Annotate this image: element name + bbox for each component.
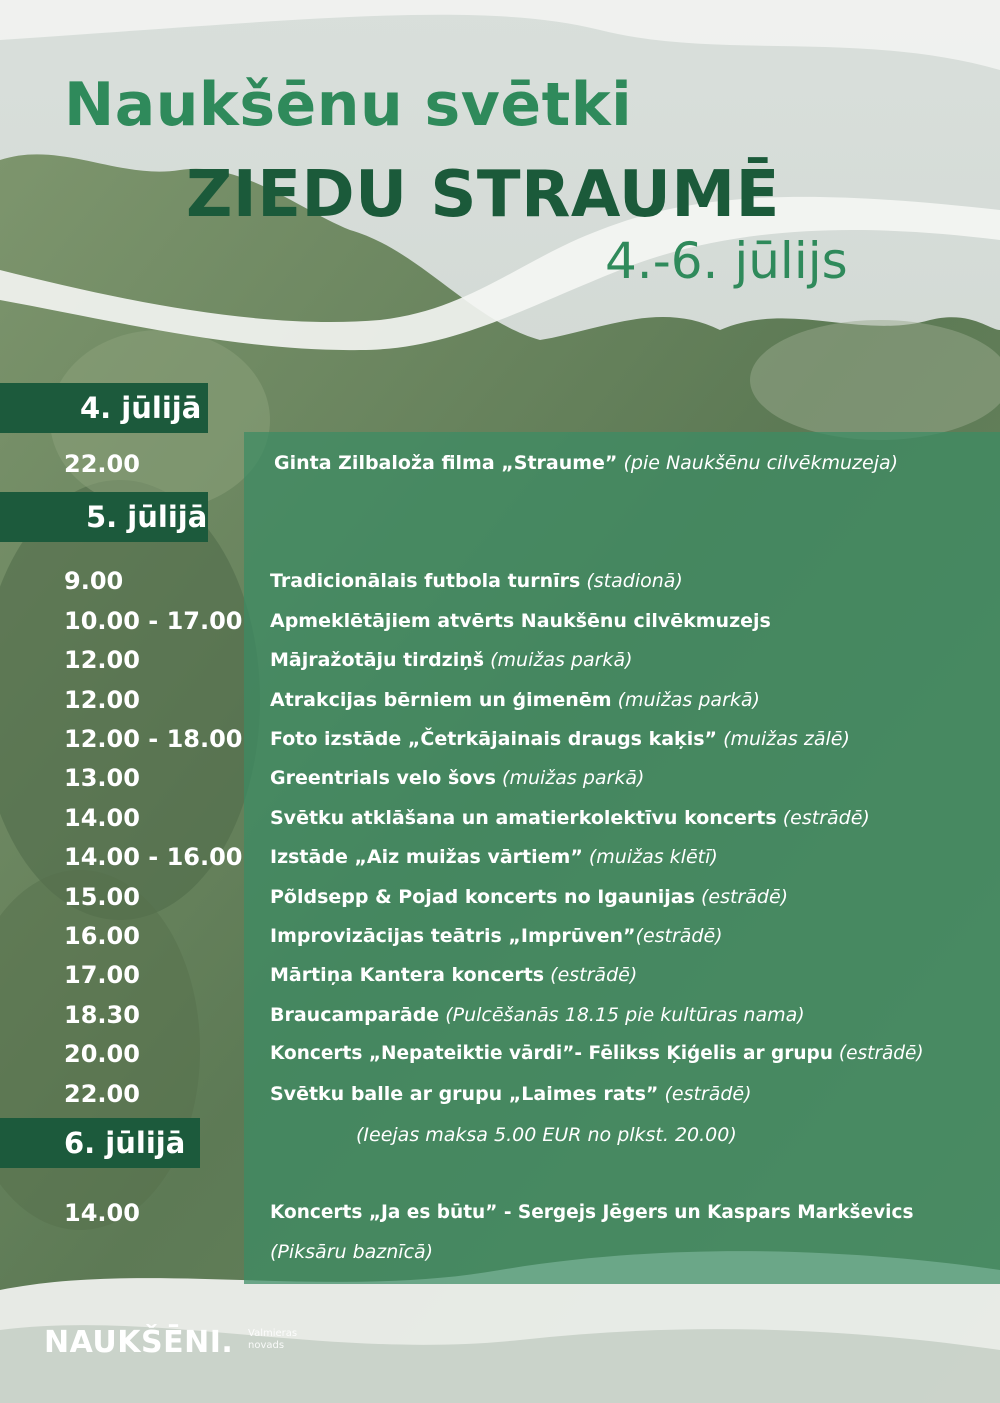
event-line (270, 1083, 752, 1105)
event-time: 18.30 (64, 1001, 140, 1029)
event-place: (muižas klētī) (588, 846, 718, 868)
event-line (270, 1004, 805, 1026)
event-place: (muižas parkā) (617, 689, 760, 711)
event-line (270, 964, 637, 986)
event-name: Koncerts „Ja es būtu” - Sergejs Jēgers un Kaspars Markševics (270, 1202, 914, 1223)
event-line (270, 925, 723, 947)
event-time: 12.00 - 18.00 (64, 725, 243, 753)
event-line (270, 649, 633, 671)
event-name: Ginta Zilbaloža filma „Straume” (274, 452, 618, 474)
event-place: (estrādē) (782, 807, 870, 829)
event-place: (estrādē) (701, 886, 789, 908)
event-name: Improvizācijas teātris „Imprūven” (270, 925, 636, 947)
festival-subtitle: ZIEDU STRAUMĒ (186, 158, 780, 232)
day-label-july-6: 6. jūlijā (0, 1118, 200, 1168)
event-line (270, 807, 870, 829)
event-place: (muižas zālē) (723, 728, 850, 750)
logo-subtitle-line: Valmieras (248, 1328, 298, 1339)
event-line (270, 846, 718, 868)
event-line (270, 767, 644, 789)
event-name: Svētku balle ar grupu „Laimes rats” (270, 1083, 659, 1105)
event-time: 9.00 (64, 567, 124, 595)
event-place: (estrādē) (838, 1043, 924, 1064)
event-line (270, 570, 683, 592)
event-line (270, 610, 771, 632)
event-name: Põldsepp & Pojad koncerts no Igaunijas (270, 886, 695, 908)
event-time: 12.00 (64, 686, 140, 714)
festival-title: Naukšēnu svētki (64, 70, 633, 140)
event-place: (stadionā) (586, 570, 683, 592)
event-place: (estrādē) (550, 964, 638, 986)
event-name: Apmeklētājiem atvērts Naukšēnu cilvēkmuzejs (270, 610, 771, 632)
event-line (270, 886, 788, 908)
event-time: 22.00 (64, 450, 140, 478)
event-place: (muižas parkā) (490, 649, 633, 671)
event-name: Greentrials velo šovs (270, 767, 496, 789)
event-time: 14.00 (64, 804, 140, 832)
day-label-july-4: 4. jūlijā (0, 383, 208, 433)
event-name: Mājražotāju tirdziņš (270, 649, 485, 671)
event-name: Braucamparāde (270, 1004, 440, 1026)
event-place: (muižas parkā) (502, 767, 645, 789)
logo-subtitle-line: novads (248, 1340, 285, 1351)
event-place: (estrādē) (664, 1083, 752, 1105)
event-time: 13.00 (64, 764, 140, 792)
event-line (270, 1043, 924, 1064)
event-place: (estrādē) (635, 925, 723, 947)
event-name: Izstāde „Aiz muižas vārtiem” (270, 846, 583, 868)
event-time: 22.00 (64, 1080, 140, 1108)
event-name: Koncerts „Nepateiktie vārdi”- Fēlikss Ķiģelis ar grupu (270, 1043, 833, 1064)
entry-fee-note: (Ieejas maksa 5.00 EUR no plkst. 20.00) (356, 1124, 737, 1146)
event-name: Atrakcijas bērniem un ģimenēm (270, 689, 612, 711)
naukseni-logo: NAUKŠĒNI. (44, 1325, 234, 1360)
event-time: 20.00 (64, 1040, 140, 1068)
event-line (270, 1202, 913, 1223)
event-time: 15.00 (64, 883, 140, 911)
event-time: 17.00 (64, 961, 140, 989)
event-place: (pie Naukšēnu cilvēkmuzeja) (623, 452, 899, 474)
event-time: 14.00 - 16.00 (64, 843, 243, 871)
church-note: (Piksāru baznīcā) (270, 1241, 434, 1263)
event-time: 12.00 (64, 646, 140, 674)
event-time: 16.00 (64, 922, 140, 950)
event-line (274, 452, 898, 474)
day-label-july-5: 5. jūlijā (0, 492, 208, 542)
event-name: Tradicionālais futbola turnīrs (270, 570, 581, 592)
event-line (270, 728, 850, 750)
event-name: Svētku atklāšana un amatierkolektīvu koncerts (270, 807, 777, 829)
event-name: Mārtiņa Kantera koncerts (270, 964, 545, 986)
event-time: 14.00 (64, 1199, 140, 1227)
event-line (270, 689, 760, 711)
logo-subtitle (248, 1328, 297, 1352)
event-place: (Pulcēšanās 18.15 pie kultūras nama) (445, 1004, 805, 1026)
event-time: 10.00 - 17.00 (64, 607, 243, 635)
event-name: Foto izstāde „Četrkājainais draugs kaķis” (270, 728, 718, 750)
festival-dates: 4.-6. jūlijs (605, 232, 848, 290)
